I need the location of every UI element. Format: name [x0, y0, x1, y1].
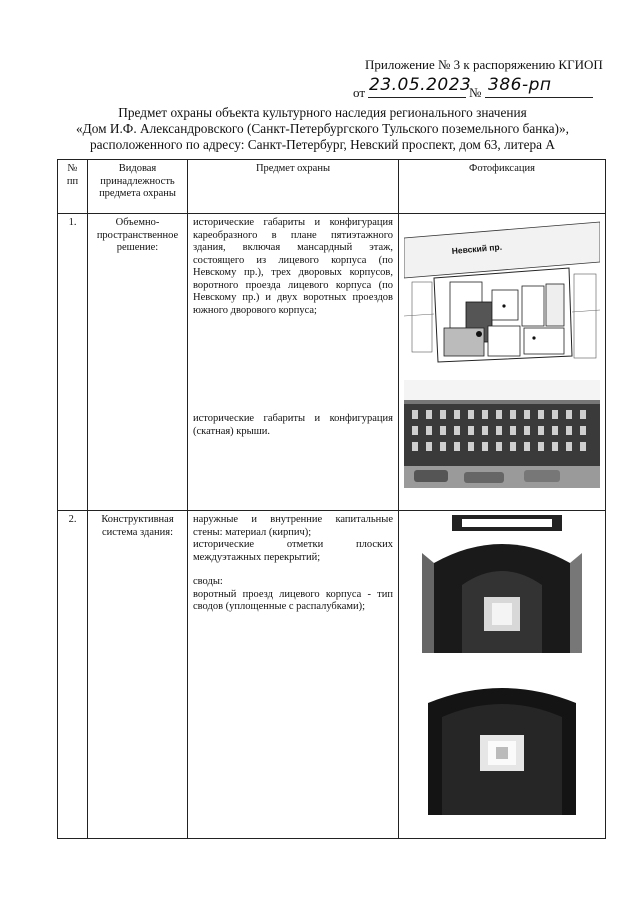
site-plan-map: [404, 216, 600, 366]
subject-item: исторические габариты и конфигурация (скатная) крыши.: [193, 413, 393, 437]
subject-item: исторические отметки плоских междуэтажных перекрытий;: [193, 539, 393, 563]
document-title: [60, 105, 585, 153]
table-row: [58, 511, 606, 839]
subject-item: исторические габариты и конфигурация кареобразного в плане пятиэтажного здания, включая мансардный этаж, состоящего из лицевого корпуса (по Невскому пр.), трех дворовых корпусов, воротного проезда лицевого корпуса (по Невскому пр.) и двух воротных проездов южного дворового корпуса;: [193, 217, 393, 316]
row-number: 2.: [58, 511, 88, 839]
order-date: 23.05.2023: [369, 75, 472, 95]
subject-item: воротный проезд лицевого корпуса - тип сводов (уплощенные с распалубками);: [193, 588, 393, 612]
row-photos: [399, 511, 606, 839]
row-kind: Конструктивная система здания:: [88, 511, 188, 839]
order-number: 386-рп: [488, 75, 552, 95]
row-kind: Объемно-пространственное решение:: [88, 214, 188, 511]
row-number: 1.: [58, 214, 88, 511]
order-number-label: №: [469, 85, 482, 100]
title-line-1: Предмет охраны объекта культурного наследия регионального значения: [118, 105, 527, 120]
order-number-underline: [485, 97, 593, 98]
order-line: [353, 75, 603, 101]
row-subject: [188, 214, 399, 511]
annex-reference: Приложение № 3 к распоряжению КГИОП: [365, 57, 603, 72]
map-street-label: Невский пр.: [451, 241, 503, 256]
table-row: [58, 214, 606, 511]
header-photo: Фотофиксация: [399, 160, 606, 214]
subject-item: наружные и внутренние капитальные стены: материал (кирпич);: [193, 514, 393, 538]
row-photos: [399, 214, 606, 511]
order-date-underline: [368, 97, 466, 98]
row-subject: [188, 511, 399, 839]
protection-subject-table: [57, 159, 606, 839]
header-subject: Предмет охраны: [188, 160, 399, 214]
table-header-row: [58, 160, 606, 214]
gateway-passage-photo: [422, 513, 582, 653]
title-line-2: «Дом И.Ф. Александровского (Санкт-Петербургского Тульского поземельного банка)»,: [76, 121, 569, 136]
gateway-vault-photo: [422, 673, 582, 815]
subject-item: своды:: [193, 576, 223, 587]
facade-photo: [404, 380, 600, 488]
title-line-3: расположенного по адресу: Санкт-Петербург, Невский проспект, дом 63, литера А: [90, 137, 555, 152]
header-kind: Видовая принадлежность предмета охраны: [88, 160, 188, 214]
order-prefix: от: [353, 85, 366, 100]
header-num: № пп: [58, 160, 88, 214]
